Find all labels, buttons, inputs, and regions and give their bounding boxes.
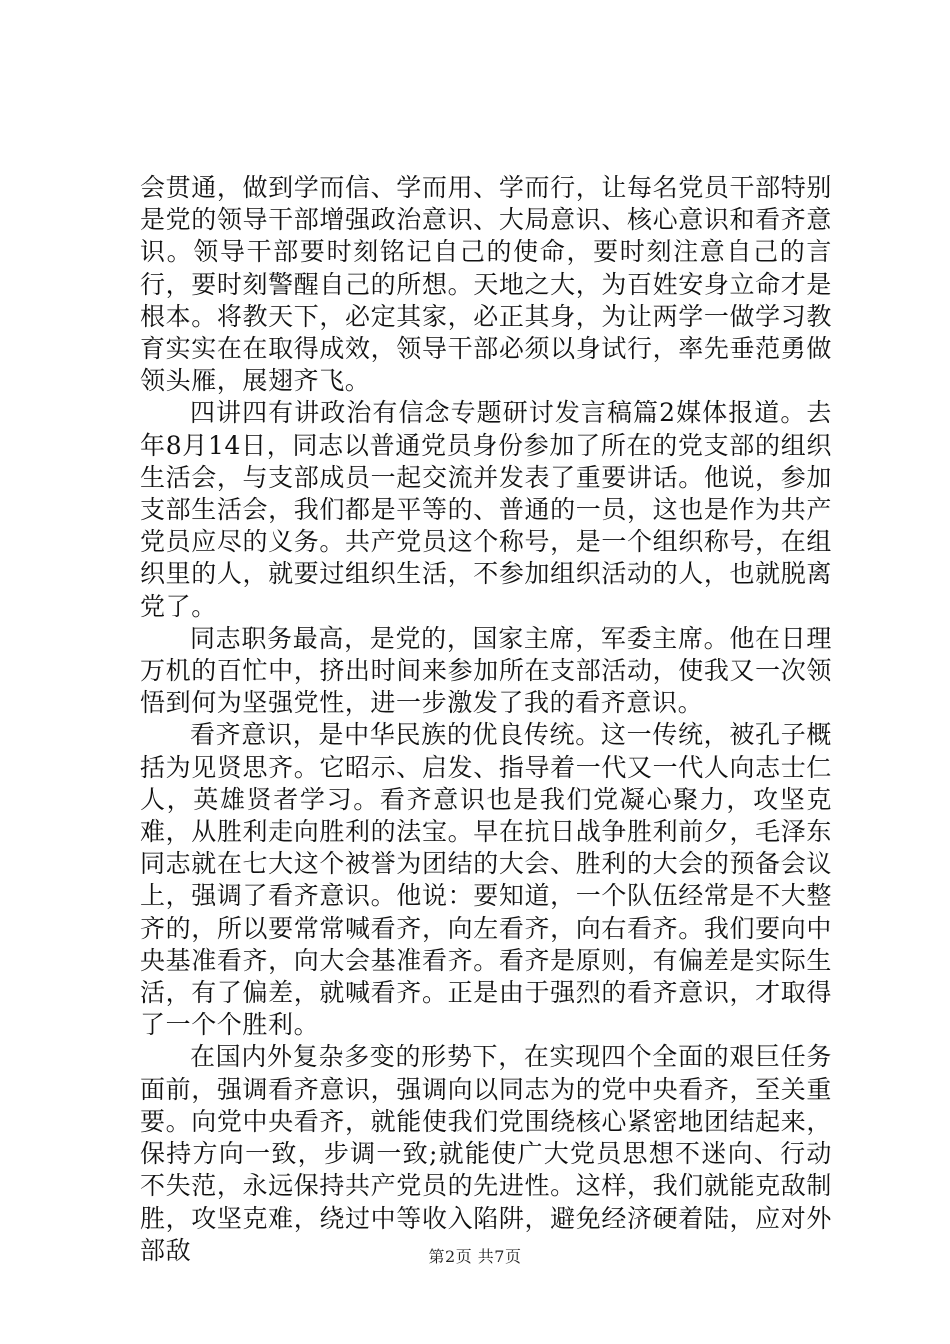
paragraph-5: 在国内外复杂多变的形势下，在实现四个全面的艰巨任务面前，强调看齐意识，强调向以同志为的党中央看齐，至关重要。向党中央看齐，就能使我们党围绕核心紧密地团结起来，保持方向一致，步调一致;就能使广大党员思想不迷向、行动不失范，永远保持共产党员的先进性。这样，我们就能克敌制胜，攻坚克难，绕过中等收入陷阱，避免经济硬着陆，应对外部敌 bbox=[140, 1042, 832, 1265]
page-footer bbox=[0, 1244, 950, 1267]
document-body bbox=[140, 172, 832, 1267]
paragraph-2: 四讲四有讲政治有信念专题研讨发言稿篇2媒体报道。去年8月14日，同志以普通党员身份参加了所在的党支部的组织生活会，与支部成员一起交流并发表了重要讲话。他说，参加支部生活会，我们都是平等的、普通的一员，这也是作为共产党员应尽的义务。共产党员这个称号，是一个组织称号，在组织里的人，就要过组织生活，不参加组织活动的人，也就脱离党了。 bbox=[140, 398, 832, 621]
paragraph-1: 会贯通，做到学而信、学而用、学而行，让每名党员干部特别是党的领导干部增强政治意识、大局意识、核心意识和看齐意识。领导干部要时刻铭记自己的使命，要时刻注意自己的言行，要时刻警醒自己的所想。天地之大，为百姓安身立命才是根本。将教天下，必定其家，必正其身，为让两学一做学习教育实实在在取得成效，领导干部必须以身试行，率先垂范勇做领头雁，展翅齐飞。 bbox=[140, 173, 832, 396]
paragraph-4: 看齐意识，是中华民族的优良传统。这一传统，被孔子概括为见贤思齐。它昭示、启发、指导着一代又一代人向志士仁人，英雄贤者学习。看齐意识也是我们党凝心聚力，攻坚克难，从胜利走向胜利的法宝。早在抗日战争胜利前夕，毛泽东同志就在七大这个被誉为团结的大会、胜利的大会的预备会议上，强调了看齐意识。他说：要知道，一个队伍经常是不大整齐的，所以要常常喊看齐，向左看齐，向右看齐。我们要向中央基准看齐，向大会基准看齐。看齐是原则，有偏差是实际生活，有了偏差，就喊看齐。正是由于强烈的看齐意识，才取得了一个个胜利。 bbox=[140, 720, 832, 1040]
page-number-label: 第2页 共7页 bbox=[428, 1247, 522, 1266]
paragraph-3: 同志职务最高，是党的，国家主席，军委主席。他在日理万机的百忙中，挤出时间来参加所在支部活动，使我又一次领悟到何为坚强党性，进一步激发了我的看齐意识。 bbox=[140, 623, 832, 718]
